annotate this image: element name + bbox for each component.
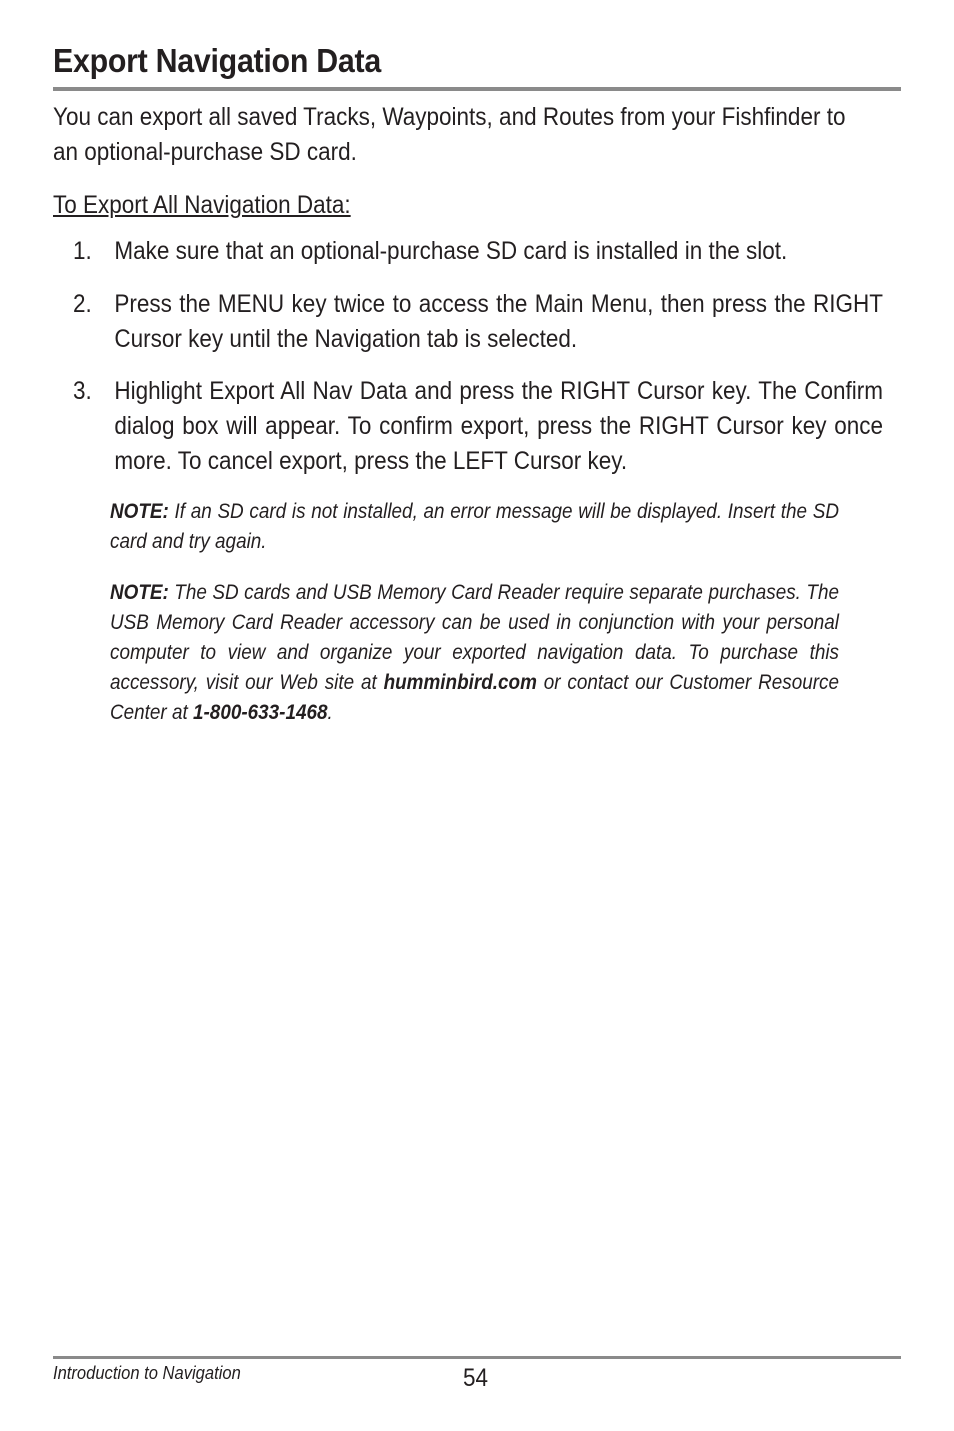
note-label: NOTE: <box>110 581 169 604</box>
intro-paragraph: You can export all saved Tracks, Waypoints, and Routes from your Fishfinder to an optional-purchase SD card. <box>53 103 846 166</box>
note-purchases <box>110 578 839 728</box>
note-sd-card <box>110 497 839 557</box>
step-1 <box>73 234 883 269</box>
procedure-subheading: To Export All Navigation Data: <box>53 191 351 219</box>
website-link[interactable]: humminbird.com <box>383 671 537 694</box>
step-text: Make sure that an optional-purchase SD card is installed in the slot. <box>114 237 788 265</box>
note-text: or contact our Customer Resource Center at <box>110 671 839 724</box>
phone-number: 1-800-633-1468 <box>192 701 328 724</box>
step-number: 3. <box>73 377 92 405</box>
step-text: Highlight Export All Nav Data and press the RIGHT Cursor key. The Confirm dialog box will appear. To confirm export, press the RIGHT Cursor key once more. To cancel export, press the LEFT Cursor key. <box>114 377 883 475</box>
note-label: NOTE: <box>110 500 169 523</box>
page-number: 54 <box>463 1364 489 1392</box>
note-text: . <box>327 701 333 724</box>
footer-rule <box>53 1356 901 1359</box>
step-number: 2. <box>73 290 92 318</box>
step-text: Press the MENU key twice to access the Main Menu, then press the RIGHT Cursor key until the Navigation tab is selected. <box>114 290 883 353</box>
title-rule <box>53 87 901 91</box>
note-text: The SD cards and USB Memory Card Reader require separate purchases. The USB Memory Card Reader accessory can be used in conjunction with your personal computer to view and organize your exported navigation data. To purchase this accessory, visit our Web site at <box>110 581 840 694</box>
note-text: If an SD card is not installed, an error message will be displayed. Insert the SD card and try again. <box>110 500 840 553</box>
step-3 <box>73 374 883 479</box>
step-2 <box>73 287 883 357</box>
footer-section-title: Introduction to Navigation <box>53 1363 241 1383</box>
step-number: 1. <box>73 237 92 265</box>
page-title: Export Navigation Data <box>53 42 381 79</box>
